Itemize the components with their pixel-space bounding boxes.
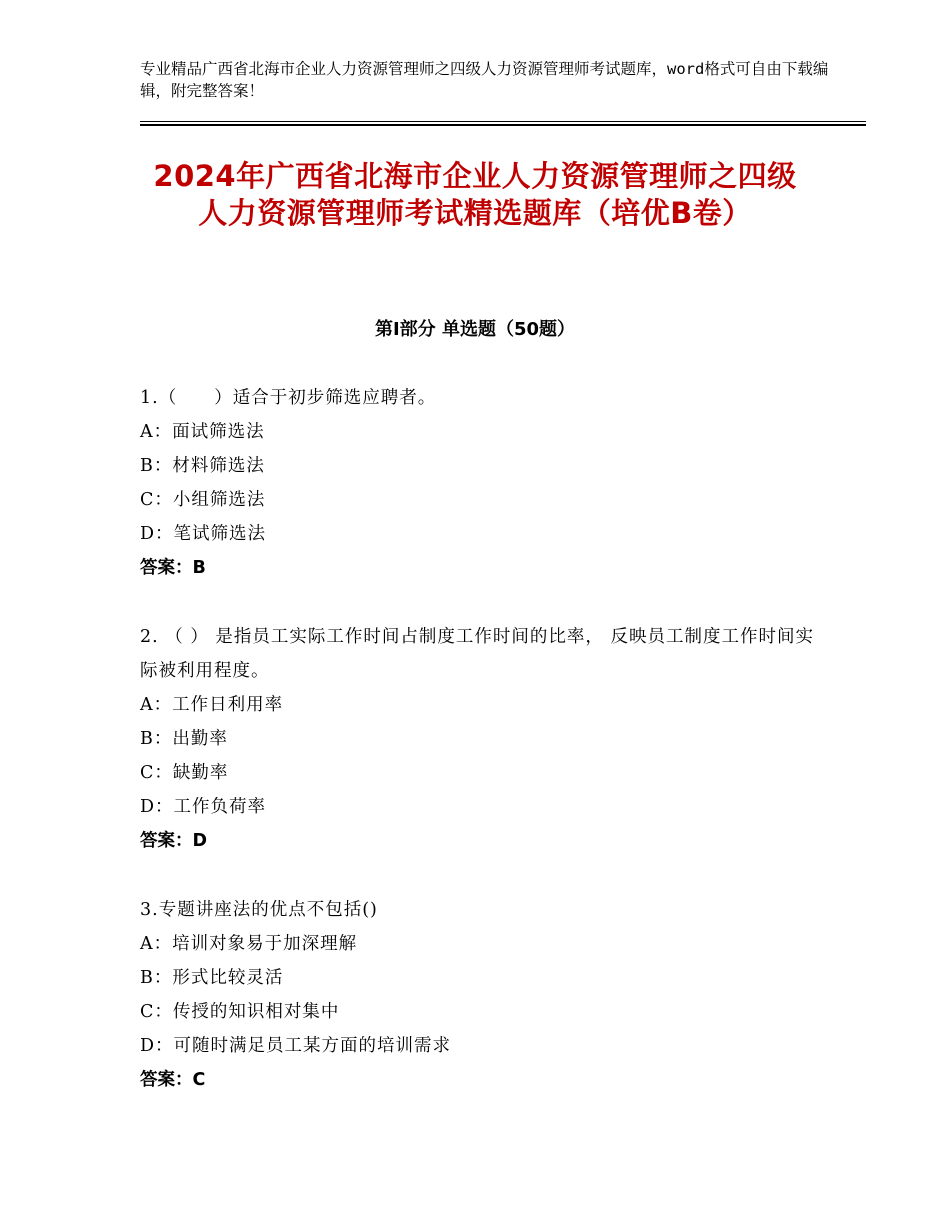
option-b: B：材料筛选法 xyxy=(140,456,265,476)
option-b: B：出勤率 xyxy=(140,729,228,749)
option-d: D：工作负荷率 xyxy=(140,797,267,817)
option-a: A：面试筛选法 xyxy=(140,422,265,442)
answer: 答案：D xyxy=(140,831,208,851)
option-c: C：小组筛选法 xyxy=(140,490,266,510)
option-d: D：笔试筛选法 xyxy=(140,524,267,544)
option-d: D：可随时满足员工某方面的培训需求 xyxy=(140,1036,452,1056)
answer: 答案：B xyxy=(140,558,206,578)
section-heading: 第Ⅰ部分 单选题（50题） xyxy=(374,319,575,340)
document-title: 2024年广西省北海市企业人力资源管理师之四级人力资源管理师考试精选题库（培优B卷） xyxy=(153,159,797,230)
option-c: C：缺勤率 xyxy=(140,763,229,783)
header-note: 专业精品广西省北海市企业人力资源管理师之四级人力资源管理师考试题库，word格式可自由下载编辑，附完整答案！ xyxy=(140,60,829,100)
option-c: C：传授的知识相对集中 xyxy=(140,1002,340,1022)
option-a: A：培训对象易于加深理解 xyxy=(140,934,358,954)
question-1 xyxy=(140,381,820,585)
question-3 xyxy=(140,893,820,1097)
option-b: B：形式比较灵活 xyxy=(140,968,284,988)
header-divider-thick xyxy=(140,124,866,126)
question-stem: 1.（ ）适合于初步筛选应聘者。 xyxy=(140,388,437,408)
question-stem: 3.专题讲座法的优点不包括() xyxy=(140,900,378,920)
question-stem: 2. （ ） 是指员工实际工作时间占制度工作时间的比率， 反映员工制度工作时间实际被利用程度。 xyxy=(140,627,814,681)
question-2 xyxy=(140,620,820,858)
option-a: A：工作日利用率 xyxy=(140,695,284,715)
header-divider xyxy=(140,121,866,122)
answer: 答案：C xyxy=(140,1070,206,1090)
